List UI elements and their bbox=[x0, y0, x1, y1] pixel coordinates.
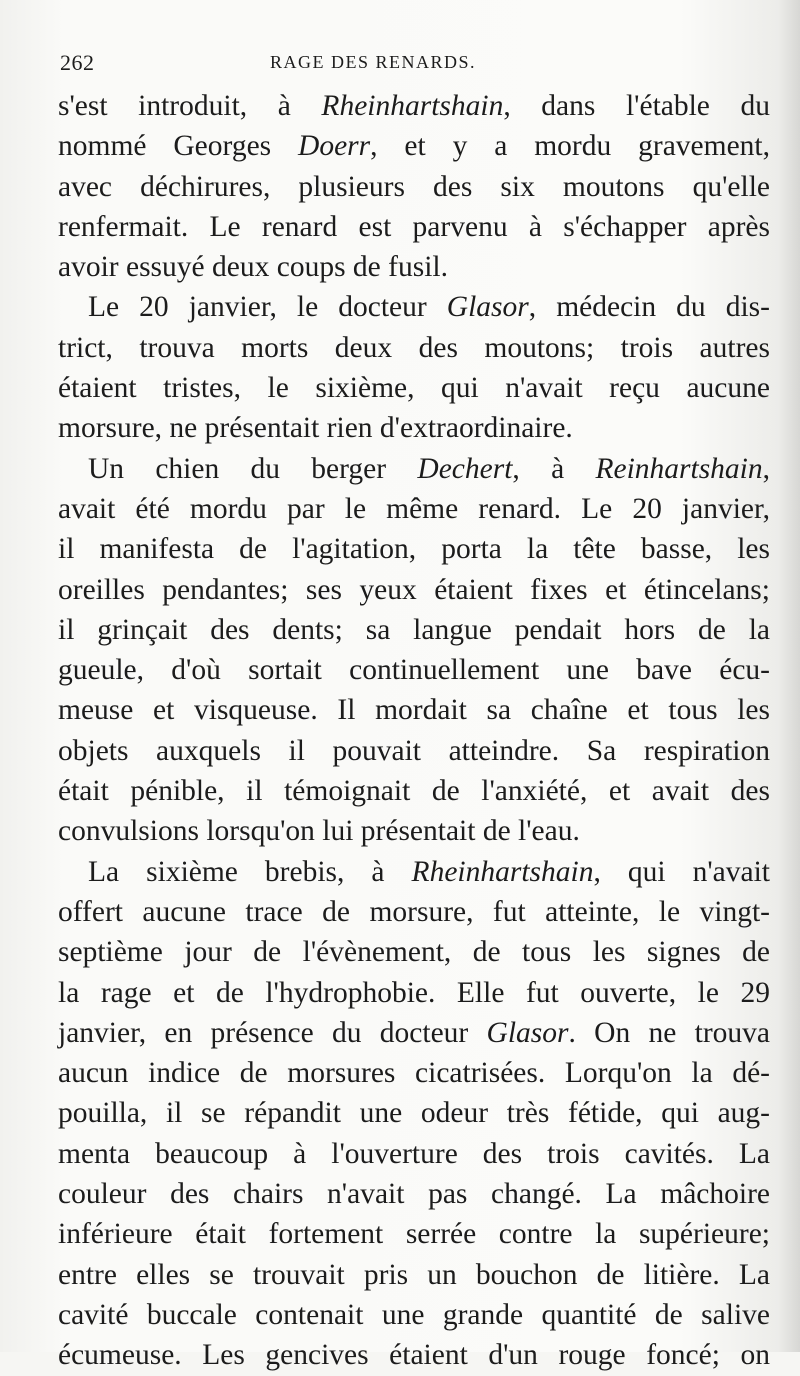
text-line: aucun indice de morsures cicatrisées. Lorqu'on la dé- bbox=[58, 1057, 770, 1090]
text-line: Un chien du berger Dechert, à Reinhartshain, bbox=[88, 452, 770, 485]
italic-name: Glasor bbox=[446, 291, 529, 324]
text-line: entre elles se trouvait pris un bouchon de litière. La bbox=[58, 1258, 770, 1291]
paragraph bbox=[58, 86, 770, 287]
text-line: avoir essuyé deux coups de fusil. bbox=[58, 251, 448, 284]
page-spine-shadow bbox=[778, 0, 800, 1352]
text-line: la rage et de l'hydrophobie. Elle fut ouverte, le 29 bbox=[58, 976, 770, 1009]
text-line: La sixième brebis, à Rheinhartshain, qui n'avait bbox=[88, 855, 770, 888]
text-line: était pénible, il témoignait de l'anxiété, et avait des bbox=[58, 775, 770, 808]
italic-name: Dechert bbox=[417, 452, 513, 485]
paragraph bbox=[58, 287, 770, 448]
paragraph bbox=[58, 852, 770, 1376]
text-line: morsure, ne présentait rien d'extraordinaire. bbox=[58, 412, 573, 445]
text-line: pouilla, il se répandit une odeur très fétide, qui aug- bbox=[58, 1097, 770, 1130]
text-line: gueule, d'où sortait continuellement une bave écu- bbox=[58, 654, 770, 687]
running-title: RAGE DES RENARDS. bbox=[270, 52, 477, 72]
italic-name: Rheinhartshain bbox=[321, 90, 504, 122]
text-line: avait été mordu par le même renard. Le 20 janvier, bbox=[58, 492, 770, 525]
text-line: menta beaucoup à l'ouverture des trois cavités. La bbox=[58, 1137, 770, 1170]
text-line: couleur des chairs n'avait pas changé. La mâchoire bbox=[58, 1178, 770, 1211]
text-line: convulsions lorsqu'on lui présentait de l'eau. bbox=[58, 815, 580, 848]
page-header bbox=[60, 44, 760, 78]
body-text bbox=[58, 86, 770, 1376]
italic-name: Glasor bbox=[486, 1016, 569, 1049]
italic-name: Doerr bbox=[298, 130, 371, 163]
text-line: étaient tristes, le sixième, qui n'avait reçu aucune bbox=[58, 372, 770, 405]
text-line: septième jour de l'évènement, de tous les signes de bbox=[58, 936, 770, 969]
text-line: écumeuse. Les gencives étaient d'un rouge foncé; on bbox=[58, 1339, 770, 1372]
text-line: oreilles pendantes; ses yeux étaient fixes et étincelans; bbox=[58, 573, 770, 606]
text-line: avec déchirures, plusieurs des six moutons qu'elle bbox=[58, 170, 770, 203]
text-line: cavité buccale contenait une grande quantité de salive bbox=[58, 1298, 770, 1331]
page-number: 262 bbox=[60, 50, 95, 75]
text-line: janvier, en présence du docteur Glasor. On ne trouva bbox=[58, 1016, 771, 1049]
text-line: il manifesta de l'agitation, porta la tête basse, les bbox=[58, 533, 770, 566]
text-line: meuse et visqueuse. Il mordait sa chaîne et tous les bbox=[58, 694, 770, 727]
text-line: Le 20 janvier, le docteur Glasor, médecin du dis- bbox=[88, 291, 770, 324]
text-line: nommé Georges Doerr, et y a mordu gravement, bbox=[58, 130, 770, 163]
text-line: offert aucune trace de morsure, fut atteinte, le vingt- bbox=[58, 895, 770, 928]
italic-name: Rheinhartshain bbox=[411, 855, 594, 888]
text-line: renfermait. Le renard est parvenu à s'échapper après bbox=[58, 210, 770, 243]
text-line: s'est introduit, à Rheinhartshain, dans l'étable du bbox=[58, 90, 770, 122]
text-line: il grinçait des dents; sa langue pendait hors de la bbox=[58, 613, 770, 646]
text-line: objets auxquels il pouvait atteindre. Sa respiration bbox=[58, 734, 770, 767]
text-line: trict, trouva morts deux des moutons; trois autres bbox=[58, 331, 770, 364]
text-line: inférieure était fortement serrée contre la supérieure; bbox=[58, 1218, 770, 1251]
paragraph bbox=[58, 449, 770, 852]
italic-name: Reinhartshain bbox=[595, 452, 763, 485]
